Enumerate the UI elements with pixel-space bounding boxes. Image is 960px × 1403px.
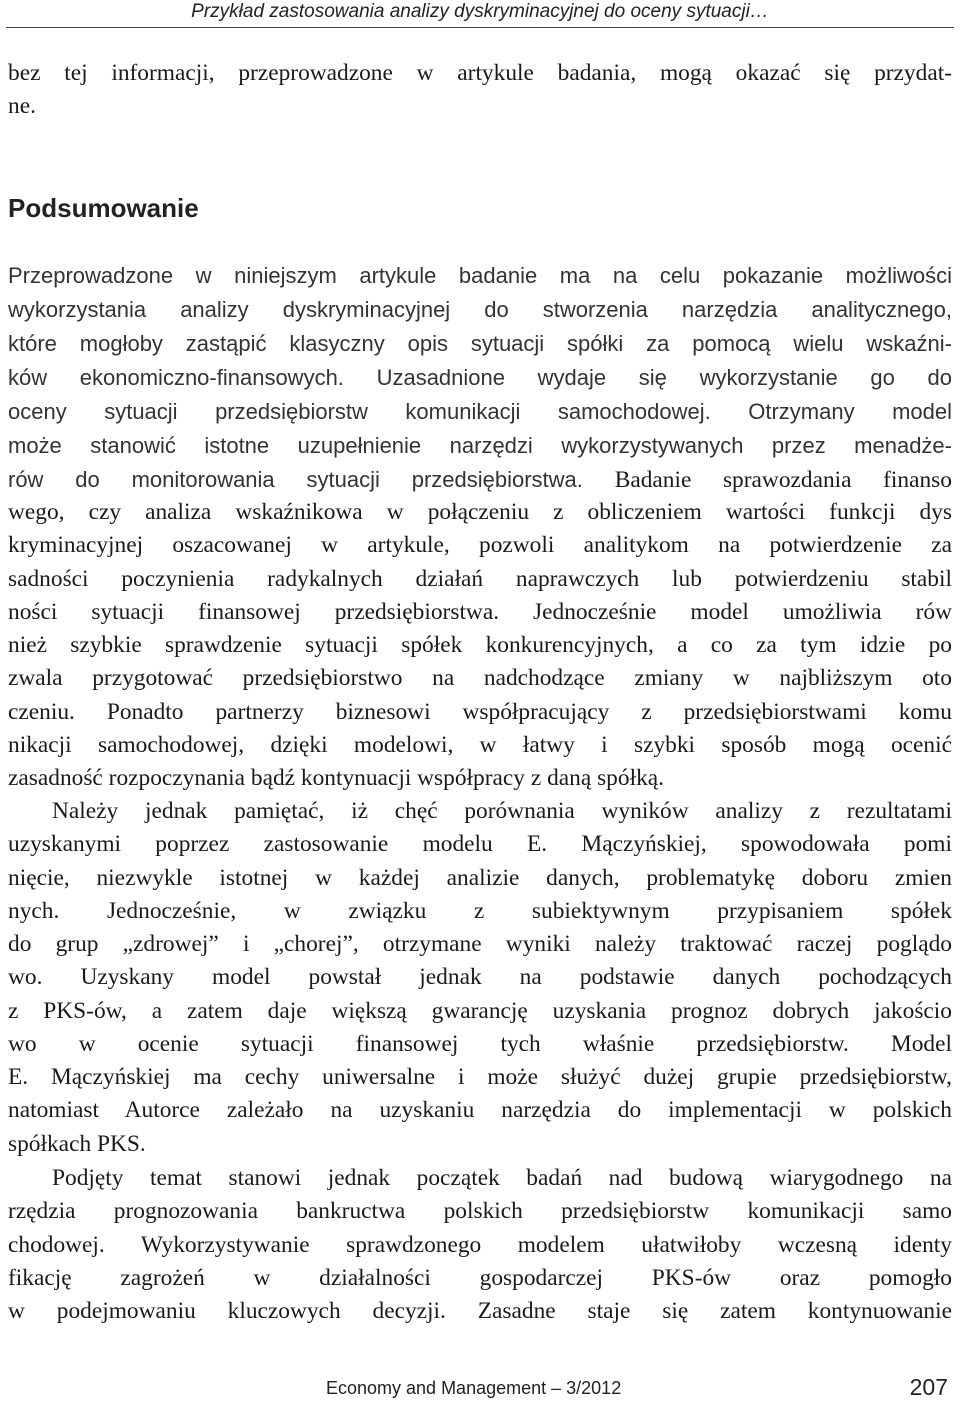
mixed-line	[8, 463, 952, 497]
text-line: ności sytuacji finansowej przedsiębiorstwa. Jednocześnie model umożliwia rów	[8, 598, 952, 625]
running-header: Przykład zastosowania analizy dyskryminacyjnej do oceny sytuacji…	[191, 1, 769, 22]
text-line: nych. Jednocześnie, w związku z subiektywnym przypisaniem spółek	[8, 897, 952, 924]
future-research-paragraph	[8, 1162, 952, 1328]
text-line: wego, czy analiza wskaźnikowa w połączeniu z obliczeniem wartości funkcji dys	[8, 499, 952, 525]
limitations-paragraph	[8, 795, 952, 1161]
text-line: ne.	[8, 93, 36, 120]
summary-paragraph-sans	[8, 259, 952, 497]
text-line: nikacji samochodowej, dzięki modelowi, w łatwy i szybki sposób mogą ocenić	[8, 731, 952, 758]
header-rule	[6, 27, 954, 28]
text-line: może stanowić istotne uzupełnienie narzędzi wykorzystywanych przez menadże-	[8, 433, 952, 458]
text-line: oceny sytuacji przedsiębiorstw komunikacji samochodowej. Otrzymany model	[8, 399, 952, 424]
text-line: Przeprowadzone w niniejszym artykule badanie ma na celu pokazanie możliwości	[8, 263, 952, 288]
text-line: Badanie sprawozdania finanso	[614, 467, 952, 493]
intro-paragraph	[8, 57, 952, 124]
text-line: rów do monitorowania sytuacji przedsiębiorstwa.	[8, 467, 583, 492]
footer-journal-title: Economy and Management – 3/2012	[326, 1378, 622, 1398]
text-line: Należy jednak pamiętać, iż chęć porównania wyników analizy z rezultatami	[52, 798, 952, 824]
text-line: które mogłoby zastąpić klasyczny opis sytuacji spółki za pomocą wielu wskaźni-	[8, 331, 952, 356]
text-line: w podejmowaniu kluczowych decyzji. Zasadne staje się zatem kontynuowanie	[8, 1298, 952, 1324]
text-line: natomiast Autorce zależało na uzyskaniu narzędzia do implementacji w polskich	[8, 1097, 952, 1124]
text-line: czeniu. Ponadto partnerzy biznesowi współpracujący z przedsiębiorstwami komu	[8, 698, 952, 725]
section-heading: Podsumowanie	[8, 193, 199, 223]
text-line: wo. Uzyskany model powstał jednak na podstawie danych pochodzących	[8, 964, 952, 991]
text-line: Podjęty temat stanowi jednak początek badań nad budową wiarygodnego na	[52, 1165, 952, 1191]
text-line: zwala przygotować przedsiębiorstwo na nadchodzące zmiany w najbliższym oto	[8, 665, 952, 692]
text-line: sadności poczynienia radykalnych działań naprawczych lub potwierdzeniu stabil	[8, 565, 952, 592]
text-line: z PKS-ów, a zatem daje większą gwarancję uzyskania prognoz dobrych jakościo	[8, 997, 952, 1024]
text-line: E. Mączyńskiej ma cechy uniwersalne i może służyć dużej grupie przedsiębiorstw,	[8, 1064, 952, 1090]
text-line: uzyskanymi poprzez zastosowanie modelu E. Mączyńskiej, spowodowała pomi	[8, 831, 952, 858]
text-line: wykorzystania analizy dyskryminacyjnej do stworzenia narzędzia analitycznego,	[8, 297, 952, 322]
text-line: wo w ocenie sytuacji finansowej tych właśnie przedsiębiorstw. Model	[8, 1030, 952, 1057]
text-line: nież szybkie sprawdzenie sytuacji spółek konkurencyjnych, a co za tym idzie po	[8, 632, 952, 658]
text-line: kryminacyjnej oszacowanej w artykule, pozwoli analitykom na potwierdzenie za	[8, 532, 952, 559]
text-line: do grup „zdrowej” i „chorej”, otrzymane wyniki należy traktować raczej poglądo	[8, 931, 952, 957]
text-line: bez tej informacji, przeprowadzone w artykule badania, mogą okazać się przydat-	[8, 60, 952, 86]
summary-paragraph-serif	[8, 496, 952, 795]
text-line: rzędzia prognozowania bankructwa polskich przedsiębiorstw komunikacji samo	[8, 1198, 952, 1225]
text-line: nięcie, niezwykle istotnej w każdej analizie danych, problematykę doboru zmien	[8, 864, 952, 891]
page-number: 207	[909, 1374, 948, 1400]
text-line: zasadność rozpoczynania bądź kontynuacji współpracy z daną spółką.	[8, 765, 664, 791]
text-line: ków ekonomiczno-finansowych. Uzasadnione wydaje się wykorzystanie go do	[8, 365, 952, 390]
text-line: chodowej. Wykorzystywanie sprawdzonego modelem ułatwiłoby wczesną identy	[8, 1231, 952, 1258]
text-line: fikację zagrożeń w działalności gospodarczej PKS-ów oraz pomogło	[8, 1264, 952, 1291]
text-line: spółkach PKS.	[8, 1130, 146, 1157]
